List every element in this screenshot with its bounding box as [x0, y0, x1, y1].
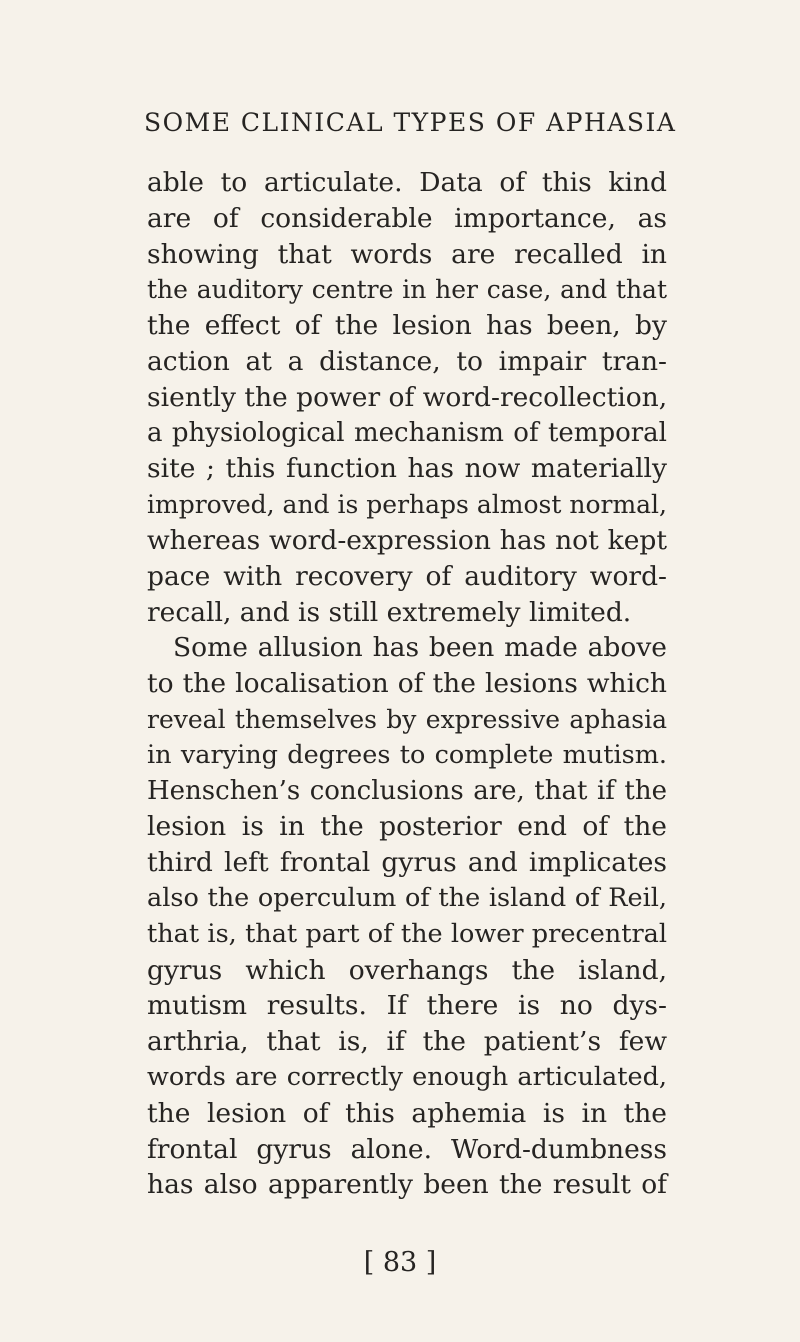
text-line: a physiological mechanism of temporal [147, 417, 667, 448]
text-line: Some allusion has been made above [173, 632, 667, 664]
text-line: mutism results. If there is no dys- [147, 990, 667, 1022]
text-line: able to articulate. Data of this kind [147, 167, 667, 198]
text-line: the lesion of this aphemia is in the [147, 1097, 667, 1129]
text-line: third left frontal gyrus and implicates [147, 847, 667, 879]
text-line: pace with recovery of auditory word- [147, 560, 667, 592]
body-text [147, 165, 667, 1203]
text-line: lesion is in the posterior end of the [147, 811, 667, 843]
text-line: has also apparently been the result of [147, 1169, 667, 1201]
text-line: Henschen’s conclusions are, that if the [147, 775, 667, 806]
text-line: words are correctly enough articulated, [147, 1061, 667, 1092]
text-line: action at a distance, to impair tran- [147, 345, 667, 377]
text-line: siently the power of word-recollection, [147, 381, 668, 413]
text-line: recall, and is still extremely limited. [147, 596, 632, 628]
text-line: also the operculum of the island of Reil, [147, 882, 667, 913]
text-line: frontal gyrus alone. Word-dumbness [147, 1133, 667, 1165]
text-line: reveal themselves by expressive aphasia [147, 704, 667, 734]
running-head: SOME CLINICAL TYPES OF APHASIA [144, 108, 677, 137]
text-line: to the localisation of the lesions which [147, 668, 667, 700]
text-line: the effect of the lesion has been, by [147, 310, 667, 342]
text-line: in varying degrees to complete mutism. [147, 739, 667, 770]
text-line: gyrus which overhangs the island, [147, 954, 667, 986]
text-line: showing that words are recalled in [147, 238, 667, 270]
text-line: arthria, that is, if the patient’s few [147, 1026, 667, 1058]
page-number: [ 83 ] [363, 1247, 437, 1278]
text-line: that is, that part of the lower precentral [147, 918, 667, 949]
text-line: whereas word-expression has not kept [147, 524, 667, 556]
text-line: site ; this function has now materially [147, 453, 667, 485]
text-line: improved, and is perhaps almost normal, [147, 490, 667, 520]
text-line: are of considerable importance, as [147, 202, 667, 234]
text-line: the auditory centre in her case, and that [147, 275, 667, 305]
